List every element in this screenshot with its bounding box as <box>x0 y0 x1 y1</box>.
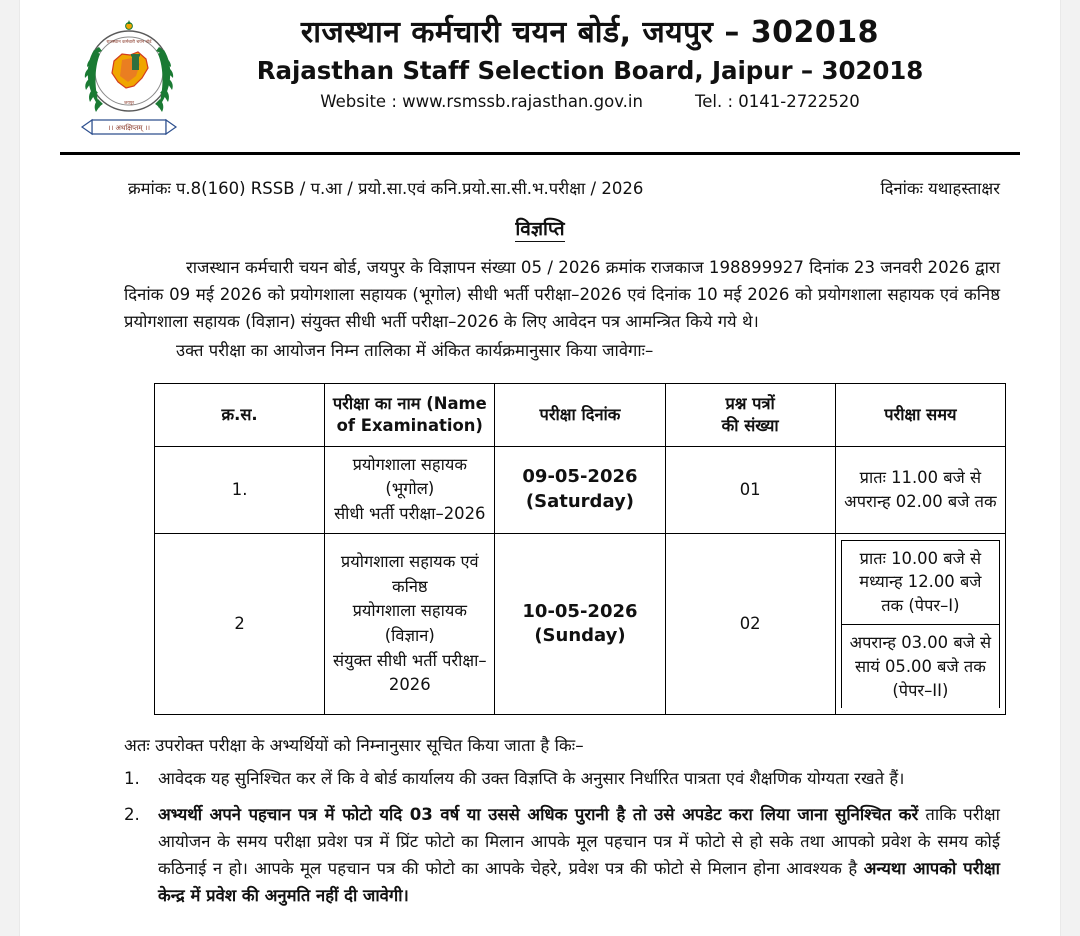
notes-section <box>124 733 1000 909</box>
row1-exam-name <box>325 446 495 533</box>
col-header-exam-name-en: (Name of Examination) <box>336 393 487 435</box>
row2-exam-name-line2: प्रयोगशाला सहायक (विज्ञान) <box>352 601 467 645</box>
memo-number: क्रमांकः प.8(160) RSSB / प.आ / प्रयो.सा.एवं कनि.प्रयो.सा.सी.भ.परीक्षा / 2026 <box>128 179 644 198</box>
org-name-hindi: राजस्थान कर्मचारी चयन बोर्ड, जयपुर – 302018 <box>300 15 880 50</box>
notes-list <box>124 766 1000 909</box>
row1-sr: 1. <box>155 446 325 533</box>
table-row <box>155 446 1006 533</box>
col-header-papers-line1: प्रश्न पत्रों <box>725 393 775 413</box>
website-text: Website : www.rsmssb.rajasthan.gov.in <box>320 91 643 111</box>
col-header-exam-name-hi: परीक्षा का नाम <box>332 393 421 413</box>
row1-date-line1: 09-05-2026 <box>522 466 638 488</box>
row2-timing-paper2-row <box>841 624 999 708</box>
note-2-bold-end: अन्यथा आपको परीक्षा केन्द्र में प्रवेश की अनुमति नहीं दी जावेगी। <box>158 858 1000 905</box>
note-2-plain-middle: ताकि परीक्षा आयोजन के समय परीक्षा प्रवेश पत्र में प्रिंट फोटो का मिलान आपके मूल पहचान पत्र में फोटो से हो सके तथा आपको प्रवेश के समय कोई कठिनाई न हो। आपके मूल पहचान पत्र की फोटो का आपके चेहरे, प्रवेश पत्र की फोटो से मिलान होना आवश्यक है <box>158 805 1000 878</box>
rajasthan-state-emblem-icon <box>70 16 188 140</box>
reference-line <box>128 176 1000 199</box>
notes-lead: अतः उपरोक्त परीक्षा के अभ्यर्थियों को निम्नानुसार सूचित किया जाता है किः– <box>124 735 584 756</box>
note-2-number: 2. <box>124 805 140 825</box>
row2-timing-group <box>835 533 1005 715</box>
row2-timing-paper1: प्रातः 10.00 बजे से मध्यान्ह 12.00 बजे तक (पेपर–I) <box>841 540 999 624</box>
col-header-exam-name <box>325 383 495 446</box>
col-header-papers <box>665 383 835 446</box>
svg-text:जयपुर: जयपुर <box>123 101 135 106</box>
row1-exam-date <box>495 446 665 533</box>
notice-page <box>20 0 1060 936</box>
header-divider <box>60 152 1020 155</box>
intro-paragraph: राजस्थान कर्मचारी चयन बोर्ड, जयपुर के विज्ञापन संख्या 05 / 2026 क्रमांक राजकाज 198899927 दिनांक 23 जनवरी 2026 द्वारा दिनांक 09 मई 2026 को प्रयोगशाला सहायक (भूगोल) सीधी भर्ती परीक्षा–2026 एवं दिनांक 10 मई 2026 को प्रयोगशाला सहायक एवं कनिष्ठ प्रयोगशाला सहायक (विज्ञान) संयुक्त सीधी भर्ती परीक्षा–2026 के लिए आवेदन पत्र आमन्त्रित किये गये थे। <box>124 258 1000 331</box>
row1-date-line2: (Saturday) <box>525 490 634 512</box>
table-row <box>155 533 1006 715</box>
contact-line <box>188 92 992 111</box>
row1-timing: प्रातः 11.00 बजे से अपरान्ह 02.00 बजे तक <box>835 446 1005 533</box>
memo-date: दिनांकः यथाहस्ताक्षर <box>880 179 1000 198</box>
list-item <box>124 766 1000 793</box>
row1-exam-name-line2: सीधी भर्ती परीक्षा–2026 <box>334 504 486 523</box>
header-title-block <box>188 14 1022 111</box>
page-title-text: विज्ञप्ति <box>515 218 565 240</box>
col-header-exam-date: परीक्षा दिनांक <box>495 383 665 446</box>
row2-exam-name <box>325 533 495 715</box>
row2-timing-paper1-row <box>841 540 999 624</box>
telephone-text: Tel. : 0141-2722520 <box>694 91 860 111</box>
note-2-bold-start: अभ्यर्थी अपने पहचान पत्र में फोटो यदि 03 वर्ष या उससे अधिक पुरानी है तो उसे अपडेट करा लिया जाना सुनिश्चित करें <box>158 805 919 825</box>
svg-text:।। अथक्षिप्तम् ।।: ।। अथक्षिप्तम् ।। <box>107 124 151 132</box>
row2-timing-paper2: अपरान्ह 03.00 बजे से सायं 05.00 बजे तक (पेपर–II) <box>841 624 999 708</box>
col-header-exam-time: परीक्षा समय <box>835 383 1005 446</box>
note-1-text: आवेदक यह सुनिश्चित कर लें कि वे बोर्ड कार्यालय की उक्त विज्ञप्ति के अनुसार निर्धारित पात्रता एवं शैक्षणिक योग्यता रखते हैं। <box>158 769 905 789</box>
list-item <box>124 802 1000 910</box>
row2-date-line2: (Sunday) <box>534 624 626 646</box>
schedule-lead-paragraph: उक्त परीक्षा का आयोजन निम्न तालिका में अंकित कार्यक्रमानुसार किया जावेगाः– <box>176 340 654 360</box>
row1-papers: 01 <box>665 446 835 533</box>
document-header <box>58 0 1022 140</box>
note-1-number: 1. <box>124 769 140 789</box>
row2-exam-name-line3: संयुक्त सीधी भर्ती परीक्षा–2026 <box>333 650 487 695</box>
row2-exam-name-line1: प्रयोगशाला सहायक एवं कनिष्ठ <box>340 552 479 596</box>
row1-exam-name-line1: प्रयोगशाला सहायक (भूगोल) <box>352 454 467 499</box>
col-header-sr: क्र.स. <box>155 383 325 446</box>
page-bottom-spacer <box>58 910 1022 936</box>
row2-papers: 02 <box>665 533 835 715</box>
row2-exam-date <box>495 533 665 715</box>
svg-text:राजस्थान कर्मचारी चयन बोर्ड: राजस्थान कर्मचारी चयन बोर्ड <box>106 40 152 45</box>
note-2-text <box>158 802 1000 910</box>
row2-sr: 2 <box>155 533 325 715</box>
org-name-english: Rajasthan Staff Selection Board, Jaipur – 302018 <box>256 55 924 85</box>
document-body <box>124 255 1000 365</box>
row2-timing-subtable <box>841 540 1000 709</box>
page-title <box>58 215 1022 241</box>
schedule-table-wrap <box>154 383 997 716</box>
row2-date-line1: 10-05-2026 <box>522 600 638 622</box>
exam-schedule-table <box>154 383 1006 716</box>
col-header-papers-line2: की संख्या <box>721 415 779 435</box>
table-header-row <box>155 383 1006 446</box>
